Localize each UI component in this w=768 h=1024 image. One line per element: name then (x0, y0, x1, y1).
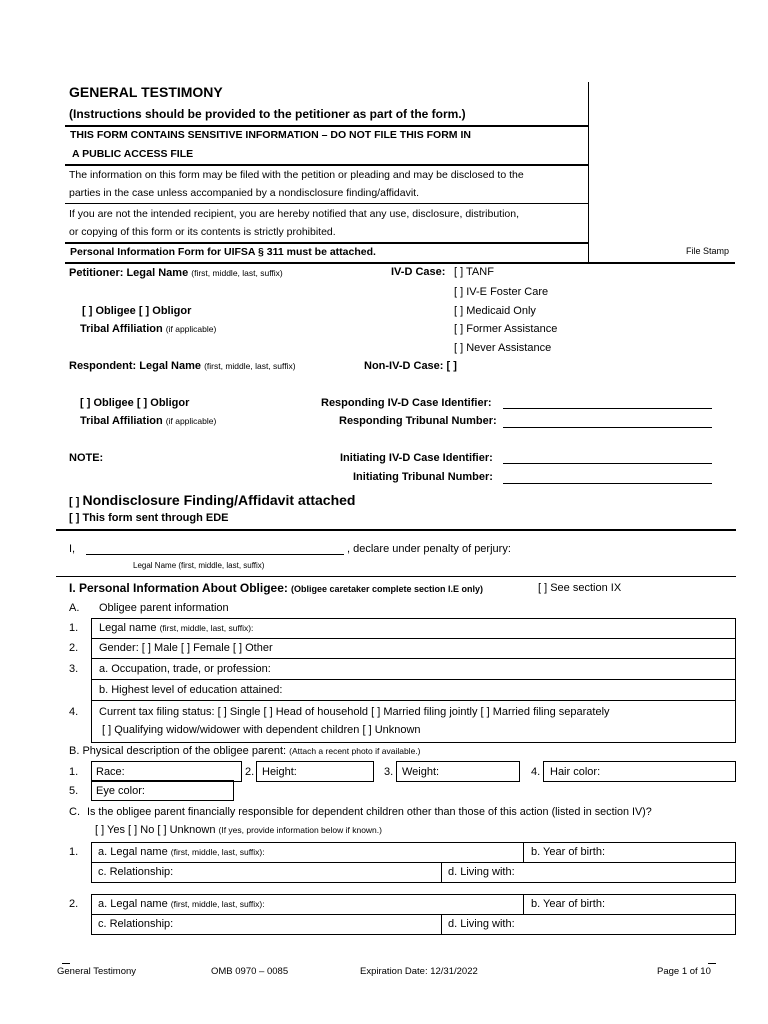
footer-expiration: Expiration Date: 12/31/2022 (360, 966, 478, 977)
initiating-case-id-label: Initiating IV-D Case Identifier: (340, 452, 493, 464)
respondent-hint: (first, middle, last, suffix) (204, 361, 296, 371)
note-label: NOTE: (69, 452, 104, 464)
child-legal-name-hint: (first, middle, last, suffix): (170, 847, 265, 857)
legal-name-label: Legal name (99, 622, 157, 634)
responding-tribunal-input[interactable] (503, 427, 712, 428)
declaration-prefix: I, (69, 543, 76, 555)
form-subtitle: (Instructions should be provided to the petitioner as part of the form.) (69, 107, 466, 121)
divider (56, 576, 736, 577)
non-ivd-case[interactable]: Non-IV-D Case: [ ] (364, 360, 457, 372)
section-1-note: (Obligee caretaker complete section I.E only) (290, 584, 484, 594)
phys-num: 5. (69, 785, 79, 797)
obligee-education-field[interactable]: b. Highest level of education attained: (99, 684, 283, 696)
child-1-living-with-field[interactable]: d. Living with: (448, 866, 515, 878)
obligee-gender-field[interactable]: Gender: [ ] Male [ ] Female [ ] Other (99, 642, 273, 654)
tribal-label: Tribal Affiliation (80, 323, 163, 335)
col-divider (523, 842, 524, 863)
initiating-tribunal-input[interactable] (503, 483, 712, 484)
legal-name-hint: (first, middle, last, suffix): (159, 623, 254, 633)
respondent-obligee-obligor[interactable]: [ ] Obligee [ ] Obligor (80, 397, 190, 409)
divider (65, 125, 589, 127)
sensitive-warning-line1: THIS FORM CONTAINS SENSITIVE INFORMATION – DO NOT FILE THIS FORM IN (70, 129, 471, 141)
tribal-label: Tribal Affiliation (80, 415, 163, 427)
declaration-suffix: , declare under penalty of perjury: (347, 543, 511, 555)
nondisclosure-box: [ ] (69, 496, 80, 508)
row-divider (91, 700, 736, 701)
section-1-title-text: I. Personal Information About Obligee: (69, 581, 288, 595)
row-divider (91, 862, 736, 863)
petitioner-hint: (first, middle, last, suffix) (191, 268, 283, 278)
child-num: 1. (69, 846, 79, 858)
responding-case-id-input[interactable] (503, 408, 712, 409)
row-divider (91, 679, 736, 680)
divider (65, 164, 589, 166)
initiating-case-id-input[interactable] (503, 463, 712, 464)
section-c-options[interactable] (95, 824, 382, 836)
section-c-letter: C. (69, 806, 80, 818)
ede-checkbox[interactable]: [ ] This form sent through EDE (69, 512, 229, 524)
section-1-title (69, 581, 483, 595)
obligee-occupation-field[interactable]: a. Occupation, trade, or profession: (99, 663, 271, 675)
footer-form-name: General Testimony (57, 966, 137, 977)
child-2-relationship-field[interactable]: c. Relationship: (98, 918, 174, 930)
child-legal-name-label: a. Legal name (98, 846, 168, 858)
c-hint: (If yes, provide information below if known.) (218, 825, 382, 835)
respondent-tribal[interactable] (80, 415, 216, 427)
tribal-hint: (if applicable) (165, 416, 217, 426)
obligee-legal-name-field[interactable] (99, 622, 253, 634)
ivd-option-never[interactable]: [ ] Never Assistance (454, 342, 552, 354)
phys-num: 1. (69, 766, 79, 778)
child-1-relationship-field[interactable]: c. Relationship: (98, 866, 174, 878)
nondisclosure-label: Nondisclosure Finding/Affidavit attached (82, 492, 356, 508)
ivd-case-label: IV-D Case: (391, 266, 446, 278)
respondent-name-field[interactable] (69, 360, 296, 372)
child-legal-name-label: a. Legal name (98, 898, 168, 910)
footer-omb: OMB 0970 – 0085 (211, 966, 289, 977)
form-title: GENERAL TESTIMONY (69, 84, 223, 100)
footer-rule (62, 963, 70, 964)
divider (65, 242, 589, 244)
child-2-legal-name-field[interactable] (98, 898, 265, 910)
section-b-text: B. Physical description of the obligee parent: (69, 745, 287, 757)
child-num: 2. (69, 898, 79, 910)
col-divider (441, 862, 442, 883)
notice-line1: If you are not the intended recipient, you are hereby notified that any use, disclosure, distribution, (69, 208, 520, 220)
row-num: 4. (69, 706, 79, 718)
child-2-living-with-field[interactable]: d. Living with: (448, 918, 515, 930)
phys-num: 2. (245, 766, 255, 778)
row-divider (91, 914, 736, 915)
row-num: 2. (69, 642, 79, 654)
footer-rule (708, 963, 716, 964)
tribal-hint: (if applicable) (165, 324, 217, 334)
see-section-ix-checkbox[interactable]: [ ] See section IX (538, 582, 622, 594)
eye-color-label: Eye color: (96, 785, 145, 797)
ivd-option-former[interactable]: [ ] Former Assistance (454, 323, 558, 335)
declarant-name-hint: Legal Name (first, middle, last, suffix) (133, 561, 265, 570)
row-num: 3. (69, 663, 79, 675)
child-legal-name-hint: (first, middle, last, suffix): (170, 899, 265, 909)
obligee-tax-status-field-2[interactable]: [ ] Qualifying widow/widower with dependent children [ ] Unknown (102, 724, 421, 736)
phys-num: 4. (531, 766, 541, 778)
child-2-year-of-birth-field[interactable]: b. Year of birth: (531, 898, 605, 910)
section-c-question: Is the obligee parent financially responsible for dependent children other than those of this action (listed in section IV)? (87, 806, 652, 818)
petitioner-name-field[interactable] (69, 267, 283, 279)
section-a-label: Obligee parent information (99, 602, 229, 614)
row-divider (91, 638, 736, 639)
petitioner-obligee-obligor[interactable]: [ ] Obligee [ ] Obligor (82, 305, 192, 317)
col-divider (441, 914, 442, 935)
child-1-legal-name-field[interactable] (98, 846, 265, 858)
weight-label: Weight: (402, 766, 440, 778)
col-divider (523, 894, 524, 915)
footer-page-number: Page 1 of 10 (657, 966, 711, 977)
ivd-option-medicaid[interactable]: [ ] Medicaid Only (454, 305, 536, 317)
initiating-tribunal-label: Initiating Tribunal Number: (353, 471, 493, 483)
notice-line2: or copying of this form or its contents is strictly prohibited. (69, 226, 336, 238)
section-b-label (69, 745, 421, 757)
obligee-tax-status-field[interactable]: Current tax filing status: [ ] Single [ ] Head of household [ ] Married filing jointly [ ] Married filing separately (99, 706, 610, 718)
c-options-text: [ ] Yes [ ] No [ ] Unknown (95, 824, 216, 836)
ivd-option-tanf[interactable]: [ ] TANF (454, 266, 494, 278)
info-disclosure-line1: The information on this form may be filed with the petition or pleading and may be disclosed to the (69, 169, 524, 181)
phys-num: 3. (384, 766, 394, 778)
file-stamp-label: File Stamp (686, 246, 730, 256)
row-num: 1. (69, 622, 79, 634)
declarant-name-input[interactable] (86, 554, 344, 555)
header-right-border (588, 82, 589, 264)
section-a-letter: A. (69, 602, 80, 614)
section-b-hint: (Attach a recent photo if available.) (289, 746, 421, 756)
petitioner-label: Petitioner: Legal Name (69, 267, 189, 279)
row-divider (91, 658, 736, 659)
hair-color-label: Hair color: (550, 766, 601, 778)
info-disclosure-line2: parties in the case unless accompanied by a nondisclosure finding/affidavit. (69, 187, 420, 199)
race-label: Race: (96, 766, 125, 778)
uifsa-notice: Personal Information Form for UIFSA § 311 must be attached. (70, 246, 376, 258)
divider (65, 262, 735, 264)
child-1-year-of-birth-field[interactable]: b. Year of birth: (531, 846, 605, 858)
nondisclosure-checkbox[interactable] (69, 492, 355, 508)
ivd-option-foster-care[interactable]: [ ] IV-E Foster Care (454, 286, 549, 298)
height-label: Height: (262, 766, 297, 778)
divider (56, 529, 736, 531)
responding-case-id-label: Responding IV-D Case Identifier: (321, 397, 492, 409)
sensitive-warning-line2: A PUBLIC ACCESS FILE (72, 148, 194, 160)
divider (65, 203, 589, 204)
respondent-label: Respondent: Legal Name (69, 360, 202, 372)
petitioner-tribal[interactable] (80, 323, 216, 335)
responding-tribunal-label: Responding Tribunal Number: (339, 415, 497, 427)
